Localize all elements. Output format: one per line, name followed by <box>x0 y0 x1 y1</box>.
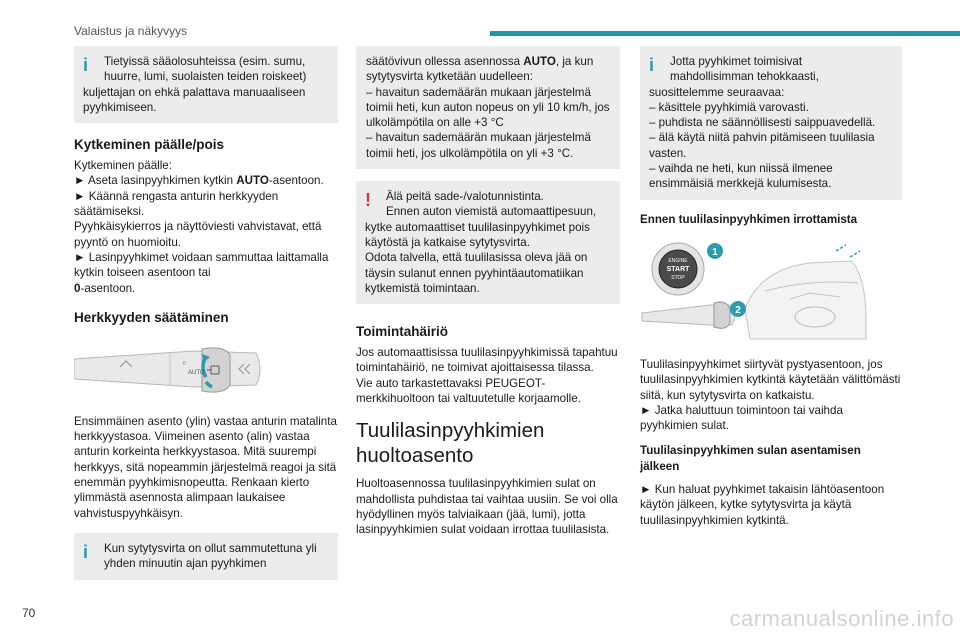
info-icon: i <box>649 55 655 75</box>
heading-service-position: Tuulilasinpyyhkimien huoltoasento <box>356 419 545 468</box>
text-line <box>74 173 338 188</box>
text-line: Kytkeminen päälle: <box>74 159 172 173</box>
note-text: Odota talvella, että tuulilasissa oleva jää on täysin sulanut ennen pyyhintäautomatiikan kytkemistä toimintaan. <box>365 251 588 295</box>
header-accent-bar <box>490 31 960 36</box>
info-note-box-2 <box>74 533 338 580</box>
malfunction-text: Vie auto tarkastettavaksi PEUGEOT-merkkihuoltoon tai valtuutetulle korjaamolle. <box>356 376 581 406</box>
text-span: -asentoon. <box>268 174 324 188</box>
column-2 <box>356 46 620 538</box>
info-note-box <box>74 46 338 123</box>
note-text: – älä käytä niitä pahvin pitämiseen tuulilasia vasten. <box>649 131 875 160</box>
bold-text: 0 <box>74 281 81 295</box>
note-line: Kun sytytysvirta on ollut sammutettuna yli <box>104 541 317 555</box>
info-icon: i <box>83 55 89 75</box>
start-label: START <box>666 265 690 273</box>
auto-label: AUTO <box>188 369 205 376</box>
bold-text: AUTO <box>523 55 556 68</box>
callout-1: 1 <box>712 246 718 258</box>
sensitivity-text: Ensimmäinen asento (ylin) vastaa anturin matalinta herkkyystasoa. Viimeinen asento (alin) vastaa anturin korkeinta herkkyystasoa. Mitä suurempi herkkyys, sitä nopeammin järjestelmä reagoi ja sitä enemmän pyyhkimisnopeutta. Renkaan kierto ylimmästä asennosta alimpaan laukaisee vahvistuspyyhkäisyn. <box>74 414 337 520</box>
heading-on-off: Kytkeminen päälle/pois <box>74 137 225 153</box>
note-text: kytke automaattiset tuulilasinpyyhkimet pois käytöstä ja katkaise sytytysvirta. <box>365 220 590 249</box>
text-line <box>74 281 338 296</box>
continued-note-box <box>356 46 620 169</box>
text-span: -asentoon. <box>80 281 136 295</box>
note-text: – käsittele pyyhkimiä varovasti. <box>649 100 809 114</box>
note-line: mahdollisimman tehokkaasti, <box>670 70 819 84</box>
info-icon: i <box>83 541 89 562</box>
note-line: Ennen auton viemistä automaattipesuun, <box>386 205 597 219</box>
info-note-box-3 <box>640 46 902 200</box>
service-text: Huoltoasennossa tuulilasinpyyhkimien sulat on mahdollista puhdistaa tai vaihtaa uusiin. Se voi olla hyödyllinen myös talviaikaan (jää, lumi), jotta lasinpyyhkimien sulat voidaan irrottaa tuulilasista. <box>356 477 618 537</box>
after-installation-text: ► Kun haluat pyyhkimet takaisin lähtöasentoon käytön jälkeen, kytke sytytysvirta ja käytä tuulilasinpyyhkimien kytkintä. <box>640 483 885 527</box>
note-line: huurre, lumi, suolaisten teiden roiskeet) <box>104 70 307 84</box>
wiper-stalk-illustration <box>74 337 264 401</box>
removal-text: ► Jatka haluttuun toimintoon tai vaihda pyyhkimien sulat. <box>640 403 843 433</box>
text-span: säätövivun ollessa asennossa <box>366 55 524 68</box>
engine-start-figure <box>640 239 902 349</box>
text-line: – havaitun sademäärän mukaan järjestelmä toimii heti, jos ulkolämpötila on yli +3 °C. <box>366 131 591 160</box>
watermark: carmanualsonline.info <box>729 606 954 631</box>
engine-label: ENGINE <box>668 257 688 264</box>
wiper-stalk-figure <box>74 337 338 406</box>
note-text: suosittelemme seuraavaa: <box>649 85 785 99</box>
zero-label: 0 <box>183 360 186 367</box>
column-3 <box>640 46 902 528</box>
note-text: – vaihda ne heti, kun niissä ilmenee ensimmäisiä merkkejä kulumisesta. <box>649 162 833 191</box>
note-line: yhden minuutin ajan pyyhkimen <box>104 557 267 571</box>
note-line: Tietyissä sääolosuhteissa (esim. sumu, <box>104 55 306 68</box>
text-line: ► Lasinpyyhkimet voidaan sammuttaa laittamalla kytkin toiseen asentoon tai <box>74 250 329 280</box>
on-off-text <box>74 158 338 296</box>
note-line: Älä peitä sade-/valotunnistinta. <box>386 190 544 204</box>
heading-malfunction: Toimintahäiriö <box>356 324 449 340</box>
heading-after-installation: Tuulilasinpyyhkimen sulan asentamisen jälkeen <box>640 444 861 473</box>
bold-text: AUTO <box>236 174 269 188</box>
note-text: – puhdista ne säännöllisesti saippuavedellä. <box>649 116 876 130</box>
callout-2: 2 <box>735 304 741 316</box>
heading-before-removal: Ennen tuulilasinpyyhkimen irrottamista <box>640 212 858 226</box>
text-span: ► Aseta lasinpyyhkimen kytkin <box>74 174 237 188</box>
engine-start-illustration <box>640 239 870 344</box>
text-line: Pyyhkäisykierros ja näyttöviesti vahvistavat, että pyyntö on huomioitu. <box>74 220 322 249</box>
page-number: 70 <box>22 606 36 620</box>
warning-box <box>356 181 620 304</box>
heading-sensitivity: Herkkyyden säätäminen <box>74 309 229 325</box>
stop-label: STOP <box>671 274 685 281</box>
text-span: , ja kun sytytysvirta kytketään uudelleen: <box>366 55 594 84</box>
section-title: Valaistus ja näkyvyys <box>74 24 188 38</box>
removal-text: Tuulilasinpyyhkimet siirtyvät pystyasentoon, jos tuulilasinpyyhkimien kytkintä käytetään välittömästi siitä, kun sytytysvirta on katkaistu. <box>640 357 901 402</box>
note-text: kuljettajan on ehkä palattava manuaaliseen pyyhkimiseen. <box>83 85 306 114</box>
malfunction-text: Jos automaattisissa tuulilasinpyyhkimissä tapahtuu toimintahäiriö, ne toimivat ajoittaisessa tilassa. <box>356 346 618 375</box>
note-line: Jotta pyyhkimet toimisivat <box>670 55 803 68</box>
text-line <box>366 54 610 85</box>
text-line: – havaitun sademäärän mukaan järjestelmä toimii heti, kun auton nopeus on yli 10 km/h, jos ulkolämpötila on alle +3 °C <box>366 85 610 130</box>
text-line: ► Käännä rengasta anturin herkkyyden säätämiseksi. <box>74 189 279 219</box>
column-1 <box>74 46 338 580</box>
warning-icon: ! <box>365 190 371 211</box>
